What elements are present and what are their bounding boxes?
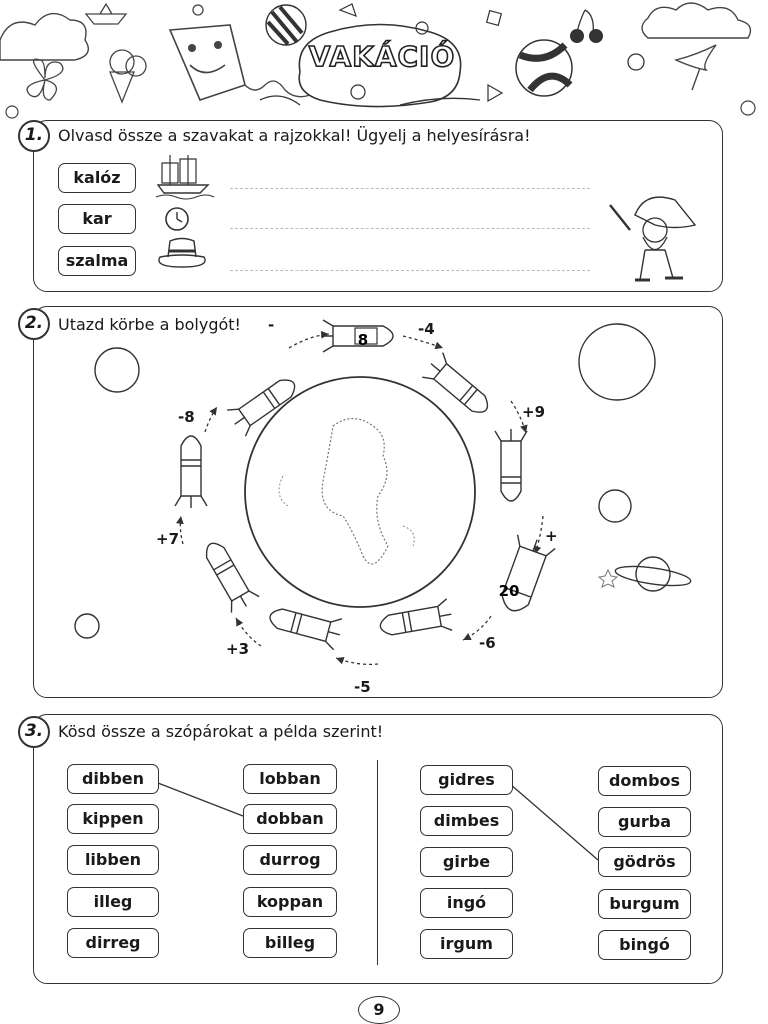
- operation-label: -5: [354, 678, 371, 696]
- word-box-kaloz: kalóz: [58, 163, 136, 193]
- word-left-col1: illeg: [67, 887, 159, 917]
- operation-label: -4: [418, 320, 435, 338]
- exercise-3-number: 3.: [18, 716, 50, 748]
- word-right-col2: gurba: [598, 807, 691, 837]
- word-left-col2: koppan: [243, 887, 337, 917]
- page-title: VAKÁCIÓ: [308, 40, 456, 73]
- operation-label: -6: [479, 634, 496, 652]
- word-right-col1: ingó: [420, 888, 513, 918]
- word-right-col2: gödrös: [598, 847, 691, 877]
- exercise-2-instruction: Utazd körbe a bolygót!: [58, 315, 241, 334]
- word-left-col2: durrog: [243, 845, 337, 875]
- exercise-1-instruction: Olvasd össze a szavakat a rajzokkal! Ügyelj a helyesírásra!: [58, 126, 531, 145]
- word-right-col2: burgum: [598, 889, 691, 919]
- operation-label: +: [545, 527, 558, 545]
- operation-label: -8: [178, 408, 195, 426]
- example-line-left: [158, 783, 243, 816]
- word-box-szalma: szalma: [58, 246, 136, 276]
- word-box-kar: kar: [58, 204, 136, 234]
- word-left-col1: dibben: [67, 764, 159, 794]
- word-right-col1: girbe: [420, 847, 513, 877]
- word-right-col1: irgum: [420, 929, 513, 959]
- word-right-col1: gidres: [420, 765, 513, 795]
- page-number: 9: [358, 996, 400, 1024]
- operation-label: +3: [226, 640, 250, 658]
- word-right-col2: dombos: [598, 766, 691, 796]
- word-left-col1: kippen: [67, 804, 159, 834]
- word-left-col1: libben: [67, 845, 159, 875]
- rocket-start-value: 8: [357, 331, 369, 349]
- word-left-col2: dobban: [243, 804, 337, 834]
- word-left-col1: dirreg: [67, 928, 159, 958]
- word-right-col1: dimbes: [420, 806, 513, 836]
- operation-label: +9: [522, 403, 546, 421]
- rocket-given-value: 20: [498, 582, 520, 600]
- word-left-col2: lobban: [243, 764, 337, 794]
- exercise-3-instruction: Kösd össze a szópárokat a példa szerint!: [58, 722, 384, 741]
- example-line-right: [510, 784, 598, 860]
- exercise-1-number: 1.: [18, 120, 50, 152]
- word-right-col2: bingó: [598, 930, 691, 960]
- operation-label: +7: [156, 530, 180, 548]
- word-left-col2: billeg: [243, 928, 337, 958]
- exercise-2-number: 2.: [18, 308, 50, 340]
- operation-label: -: [268, 316, 275, 334]
